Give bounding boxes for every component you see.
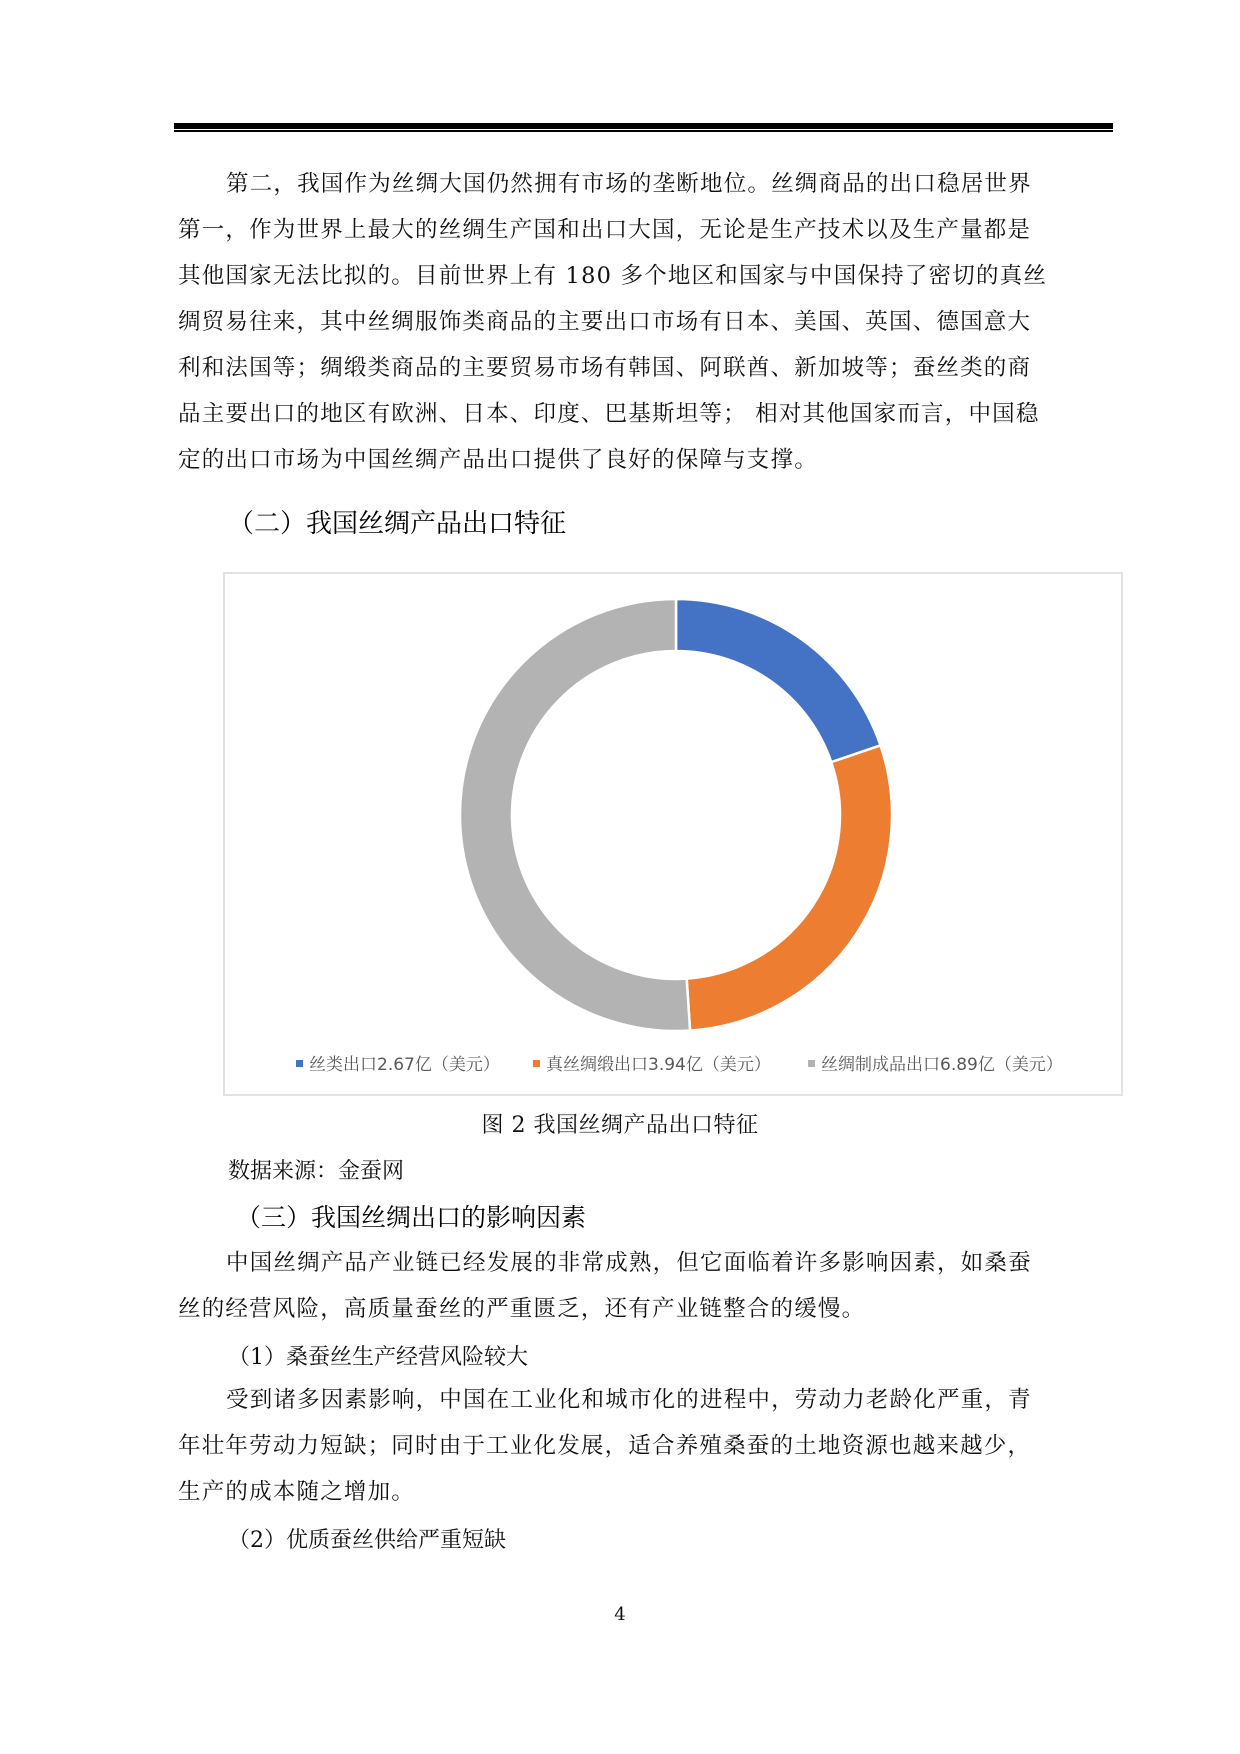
donut-chart-plot xyxy=(225,574,1121,1094)
donut-chart xyxy=(223,572,1123,1096)
paragraph-line: 利和法国等；绸缎类商品的主要贸易市场有韩国、阿联酋、新加坡等；蚕丝类的商 xyxy=(178,355,1032,381)
donut-slice xyxy=(460,599,690,1031)
paragraph-line: 受到诸多因素影响，中国在工业化和城市化的进程中，劳动力老龄化严重，青 xyxy=(226,1387,1032,1413)
paragraph-line: 中国丝绸产品产业链已经发展的非常成熟，但它面临着许多影响因素，如桑蚕 xyxy=(226,1250,1032,1276)
legend-swatch-gray xyxy=(808,1060,815,1067)
subheading-supply-shortage: （2）优质蚕丝供给严重短缺 xyxy=(228,1528,506,1553)
legend-swatch-orange xyxy=(533,1060,540,1067)
paragraph-line: 生产的成本随之增加。 xyxy=(178,1479,416,1505)
legend-swatch-blue xyxy=(296,1060,303,1067)
paragraph-market-position xyxy=(178,161,1096,483)
header-rule-thin xyxy=(174,130,1113,132)
figure-caption: 图 2 我国丝绸产品出口特征 xyxy=(481,1113,759,1138)
paragraph-line: 其他国家无法比拟的。目前世界上有 180 多个地区和国家与中国保持了密切的真丝 xyxy=(178,263,1048,289)
paragraph-labor xyxy=(178,1377,1096,1515)
section-heading-export-features: （二）我国丝绸产品出口特征 xyxy=(228,509,567,539)
paragraph-line: 第一，作为世界上最大的丝绸生产国和出口大国，无论是生产技术以及生产量都是 xyxy=(178,217,1032,243)
paragraph-line: 年壮年劳动力短缺；同时由于工业化发展，适合养殖桑蚕的土地资源也越来越少， xyxy=(178,1433,1032,1459)
paragraph-line: 定的出口市场为中国丝绸产品出口提供了良好的保障与支撑。 xyxy=(178,447,818,473)
paragraph-line: 第二，我国作为丝绸大国仍然拥有市场的垄断地位。丝绸商品的出口稳居世界 xyxy=(226,171,1032,197)
legend-item-finished-goods: 丝绸制成品出口6.89亿（美元） xyxy=(808,1050,1063,1075)
data-source: 数据来源：金蚕网 xyxy=(228,1159,405,1184)
page-number: 4 xyxy=(614,1604,626,1625)
paragraph-line: 绸贸易往来，其中丝绸服饰类商品的主要出口市场有日本、美国、英国、德国意大 xyxy=(178,309,1032,335)
subheading-risk: （1）桑蚕丝生产经营风险较大 xyxy=(228,1345,528,1370)
chart-legend xyxy=(0,1050,1240,1080)
paragraph-line: 品主要出口的地区有欧洲、日本、印度、巴基斯坦等； 相对其他国家而言，中国稳 xyxy=(178,401,1040,427)
donut-slice xyxy=(676,599,880,762)
paragraph-industry-chain xyxy=(178,1240,1096,1332)
section-heading-influence-factors: （三）我国丝绸出口的影响因素 xyxy=(236,1203,587,1232)
header-rule-thick xyxy=(174,123,1113,129)
donut-slice xyxy=(687,745,892,1030)
legend-item-satin: 真丝绸缎出口3.94亿（美元） xyxy=(533,1050,771,1075)
legend-item-silk: 丝类出口2.67亿（美元） xyxy=(296,1050,500,1075)
paragraph-line: 丝的经营风险，高质量蚕丝的严重匮乏，还有产业链整合的缓慢。 xyxy=(178,1296,866,1322)
